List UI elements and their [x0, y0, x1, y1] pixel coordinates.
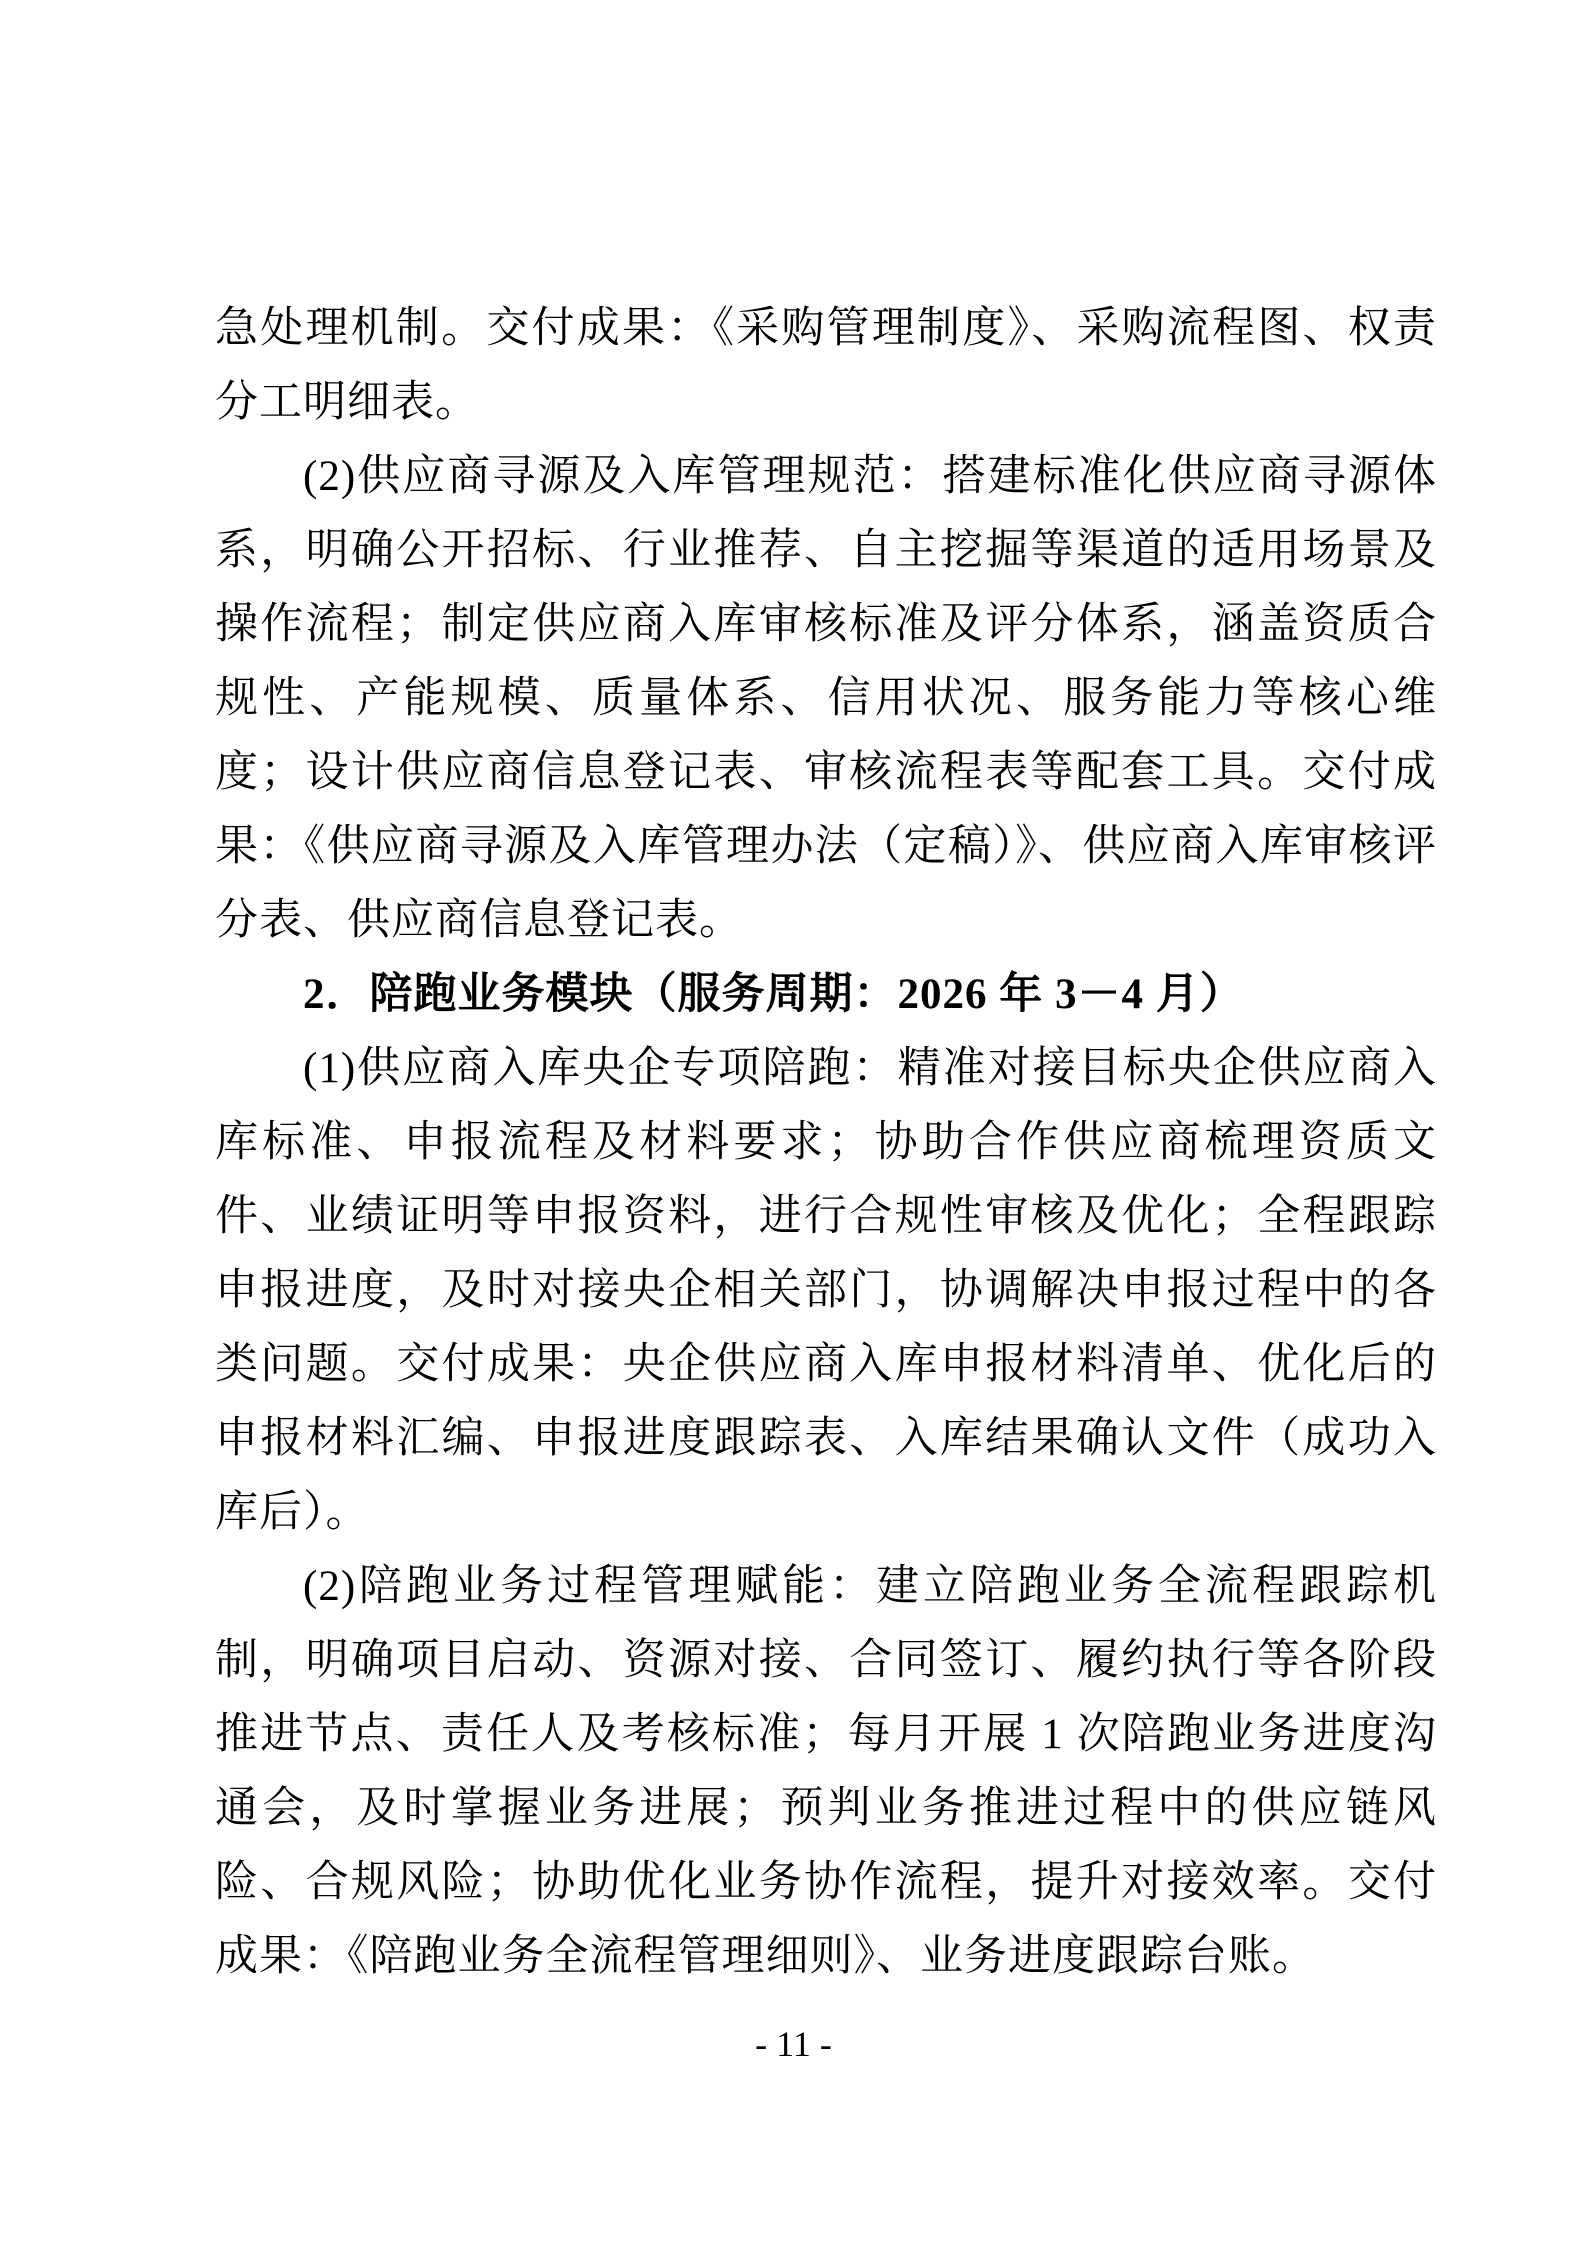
- paragraph-process-management: (2)陪跑业务过程管理赋能：建立陪跑业务全流程跟踪机制，明确项目启动、资源对接、合同签订、履约执行等各阶段推进节点、责任人及考核标准；每月开展 1 次陪跑业务进度沟通会，及时掌握业务进展；预判业务推进过程中的供应链风险、合规风险；协助优化业务协作流程，提升对接效率。交付成果：《陪跑业务全流程管理细则》、业务进度跟踪台账。: [215, 1563, 1437, 1980]
- section-heading-accompany-module: 2．陪跑业务模块（服务周期：2026 年 3－4 月）: [303, 971, 1244, 1018]
- paragraph-continuation: 急处理机制。交付成果：《采购管理制度》、采购流程图、权责分工明细表。: [215, 305, 1437, 426]
- paragraph-central-enterprise-onboarding: (1)供应商入库央企专项陪跑：精准对接目标央企供应商入库标准、申报流程及材料要求；协助合作供应商梳理资质文件、业绩证明等申报资料，进行合规性审核及优化；全程跟踪申报进度，及时对接央企相关部门，协调解决申报过程中的各类问题。交付成果：央企供应商入库申报材料清单、优化后的申报材料汇编、申报进度跟踪表、入库结果确认文件（成功入库后）。: [215, 1045, 1437, 1536]
- document-body: [215, 292, 1437, 1994]
- page-number: - 11 -: [755, 2024, 832, 2064]
- paragraph-supplier-sourcing: (2)供应商寻源及入库管理规范：搭建标准化供应商寻源体系，明确公开招标、行业推荐、自主挖掘等渠道的适用场景及操作流程；制定供应商入库审核标准及评分体系，涵盖资质合规性、产能规模、质量体系、信用状况、服务能力等核心维度；设计供应商信息登记表、审核流程表等配套工具。交付成果：《供应商寻源及入库管理办法（定稿）》、供应商入库审核评分表、供应商信息登记表。: [215, 453, 1437, 944]
